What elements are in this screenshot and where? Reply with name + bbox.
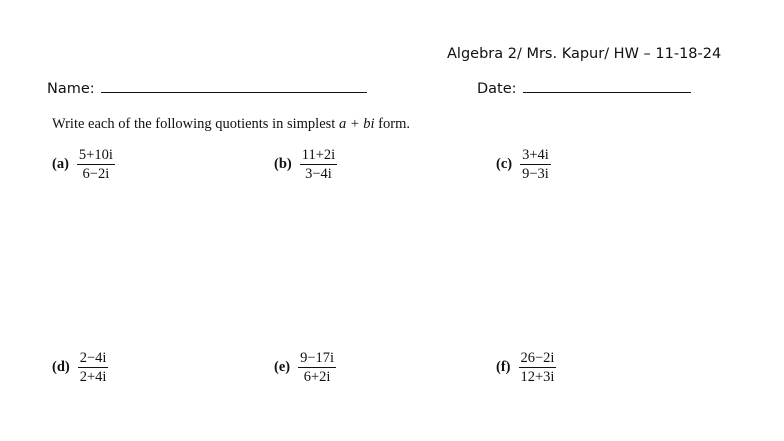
page-title: Algebra 2/ Mrs. Kapur/ HW – 11-18-24 (447, 46, 722, 62)
instruction-math: a + bi (338, 116, 375, 132)
fraction (78, 350, 109, 385)
date-label: Date: (477, 81, 517, 97)
name-blank-line (101, 78, 367, 93)
denominator: 6−2i (82, 166, 110, 182)
problem-label: (a) (52, 156, 69, 172)
denominator: 2+4i (79, 369, 107, 385)
denominator: 6+2i (303, 369, 331, 385)
numerator: 11+2i (301, 147, 336, 163)
instruction-after: form. (378, 116, 410, 132)
name-field (47, 78, 367, 97)
problem-e (274, 350, 336, 385)
instruction-text (52, 116, 410, 133)
problem-label: (e) (274, 359, 291, 375)
problem-c (496, 147, 551, 182)
fraction (298, 350, 336, 385)
name-label: Name: (47, 81, 95, 97)
problem-label: (d) (52, 359, 70, 375)
date-blank-line (523, 78, 691, 93)
numerator: 2−4i (79, 350, 107, 366)
problem-label: (b) (274, 156, 292, 172)
problem-a (52, 147, 115, 182)
denominator: 3−4i (305, 166, 332, 182)
fraction (520, 147, 551, 182)
numerator: 9−17i (300, 350, 335, 366)
problem-label: (f) (496, 359, 511, 375)
problem-label: (c) (496, 156, 513, 172)
problem-b (274, 147, 337, 182)
fraction (519, 350, 557, 385)
denominator: 9−3i (522, 166, 549, 182)
numerator: 5+10i (78, 147, 113, 163)
date-field (477, 78, 691, 97)
fraction (300, 147, 337, 182)
denominator: 12+3i (520, 369, 555, 385)
problem-d (52, 350, 108, 385)
fraction (77, 147, 115, 182)
problem-f (496, 350, 556, 385)
instruction-before: Write each of the following quotients in simplest (52, 116, 336, 132)
numerator: 26−2i (520, 350, 555, 366)
numerator: 3+4i (522, 147, 549, 163)
